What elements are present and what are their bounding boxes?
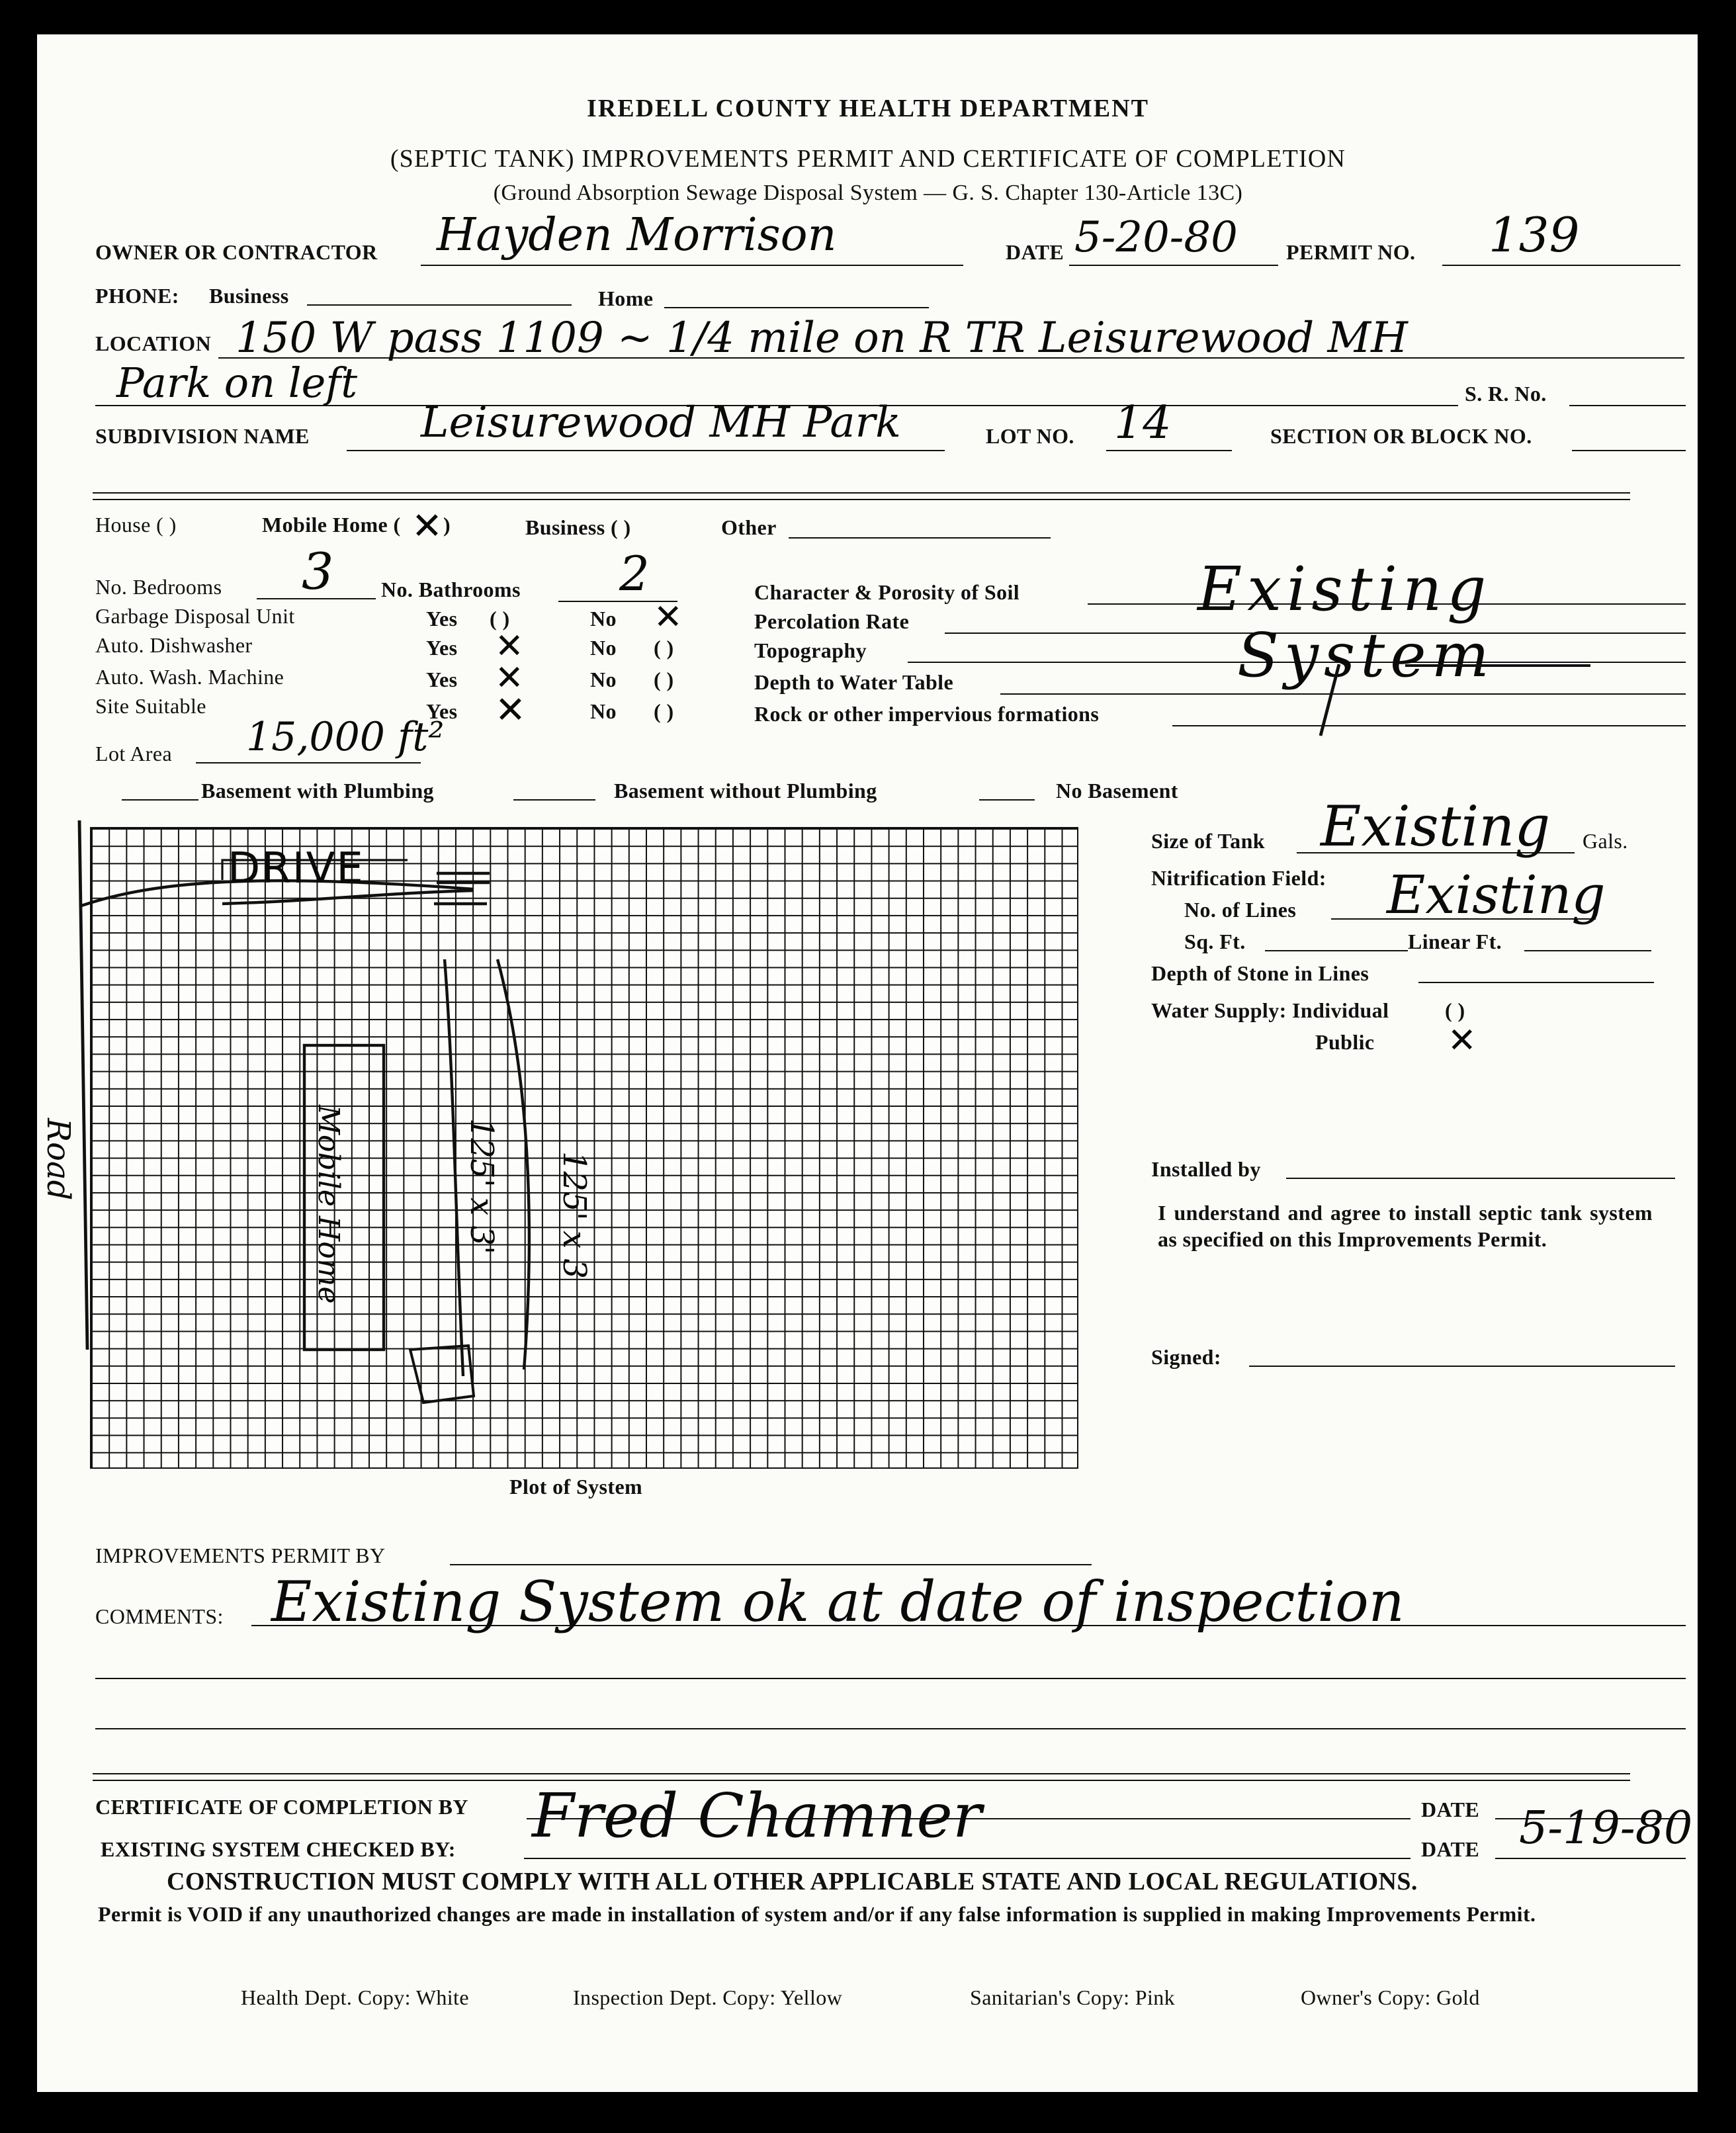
owner-value: Hayden Morrison (437, 209, 837, 262)
dishwasher-label: Auto. Dishwasher (95, 635, 253, 658)
washer-yes: Yes (426, 670, 458, 692)
washer-no-paren: ( ) (654, 670, 674, 692)
tank-size-label: Size of Tank (1151, 831, 1265, 853)
plot-line-1-label: 125' x 3' (463, 1118, 500, 1255)
owner-copy: Owner's Copy: Gold (1301, 1987, 1480, 2010)
bedrooms-value: 3 (302, 543, 334, 601)
plot-drive-label: DRIVE (228, 843, 365, 893)
phone-business-label: Business (209, 286, 289, 308)
tank-size-value: Existing (1321, 794, 1551, 859)
mobile-home-option: Mobile Home ( (262, 515, 401, 537)
form-subtitle: (Ground Absorption Sewage Disposal System — G. S. Chapter 130-Article 13C) (493, 180, 1243, 205)
phone-home-label: Home (598, 288, 654, 311)
date-label: DATE (1006, 242, 1064, 265)
water-supply-label: Water Supply: Individual (1151, 1000, 1389, 1023)
phone-label: PHONE: (95, 286, 179, 308)
lot-area-label: Lot Area (95, 744, 173, 766)
gals-label: Gals. (1583, 831, 1628, 853)
garbage-no: No (590, 609, 617, 631)
public-mark: ✕ (1448, 1022, 1477, 1061)
improvements-permit-label: IMPROVEMENTS PERMIT BY (95, 1545, 386, 1568)
system-underline-stroke (1405, 664, 1590, 667)
bedrooms-label: No. Bedrooms (95, 577, 222, 599)
signed-label: Signed: (1151, 1347, 1221, 1370)
inspection-copy: Inspection Dept. Copy: Yellow (573, 1987, 843, 2010)
installed-by-line (1286, 1178, 1675, 1179)
basement-without-plumbing: Basement without Plumbing (614, 781, 877, 803)
garbage-no-mark: ✕ (654, 598, 683, 638)
dishwasher-no-paren: ( ) (654, 638, 674, 660)
site-yes-mark: ✕ (495, 688, 526, 732)
lot-no-label: LOT NO. (986, 426, 1074, 449)
plot-road-label: Road (40, 1118, 77, 1201)
lot-no-value: 14 (1114, 397, 1172, 450)
location-label: LOCATION (95, 333, 212, 356)
garbage-label: Garbage Disposal Unit (95, 606, 295, 629)
checked-date-label: DATE (1421, 1839, 1480, 1862)
subdivision-value: Leisurewood MH Park (421, 397, 901, 447)
basement-with-line (122, 799, 198, 801)
washer-label: Auto. Wash. Machine (95, 667, 284, 689)
stone-depth-label: Depth of Stone in Lines (1151, 963, 1369, 986)
dishwasher-no: No (590, 638, 617, 660)
sr-no-line (1569, 405, 1686, 406)
nitrification-label: Nitrification Field: (1151, 868, 1326, 891)
installer-agreement: I understand and agree to install septic tank system as specified on this Improvements Permit. (1158, 1203, 1653, 1252)
washer-yes-mark: ✕ (495, 659, 524, 699)
dishwasher-yes: Yes (426, 638, 458, 660)
basement-without-line (513, 799, 595, 801)
lines-value: Existing (1387, 865, 1606, 926)
sr-no-label: S. R. No. (1465, 384, 1547, 406)
date-value: 5-20-80 (1074, 212, 1238, 262)
comments-value: Existing System ok at date of inspection (271, 1569, 1405, 1634)
linear-ft-label: Linear Ft. (1408, 932, 1502, 954)
construction-notice: CONSTRUCTION MUST COMPLY WITH ALL OTHER APPLICABLE STATE AND LOCAL REGULATIONS. (167, 1868, 1418, 1896)
section-label: SECTION OR BLOCK NO. (1270, 426, 1532, 449)
no-basement: No Basement (1056, 781, 1178, 803)
plot-mobile-home-label: Mobile Home (311, 1105, 344, 1304)
phone-business-line (307, 304, 572, 306)
form-title: (SEPTIC TANK) IMPROVEMENTS PERMIT AND CERTIFICATE OF COMPLETION (390, 146, 1346, 173)
owner-line (421, 265, 963, 266)
site-yes: Yes (426, 701, 458, 724)
topography-label: Topography (754, 640, 867, 663)
rock-label: Rock or other impervious formations (754, 704, 1100, 726)
linear-ft-line (1524, 950, 1651, 951)
certificate-label: CERTIFICATE OF COMPLETION BY (95, 1797, 468, 1819)
house-option: House ( ) (95, 515, 177, 537)
lot-area-line (196, 762, 421, 763)
installed-by-label: Installed by (1151, 1159, 1261, 1182)
checked-date-line (1495, 1858, 1686, 1859)
garbage-yes: Yes (426, 609, 458, 631)
bathrooms-value: 2 (619, 548, 650, 602)
owner-label: OWNER OR CONTRACTOR (95, 242, 378, 265)
health-copy: Health Dept. Copy: White (241, 1987, 469, 2010)
void-notice: Permit is VOID if any unauthorized changes are made in installation of system and/or if any false information is supplied in making Improvements Permit. (98, 1904, 1536, 1927)
mobile-home-check-mark: ✕ (412, 504, 443, 548)
garbage-yes-paren: ( ) (490, 609, 510, 631)
soil-existing-value: Existing (1197, 553, 1492, 625)
comments-line-2 (95, 1678, 1686, 1679)
signed-line (1249, 1366, 1675, 1367)
subdivision-line (347, 450, 945, 451)
sqft-line (1265, 950, 1408, 951)
comments-label: COMMENTS: (95, 1606, 224, 1629)
individual-paren: ( ) (1445, 1000, 1465, 1023)
certificate-date-label: DATE (1421, 1800, 1480, 1822)
lines-label: No. of Lines (1184, 900, 1297, 922)
phone-home-line (664, 307, 929, 308)
soil-system-value: System (1237, 619, 1495, 691)
business-option: Business ( ) (525, 517, 631, 540)
plot-caption: Plot of System (509, 1477, 643, 1499)
dishwasher-yes-mark: ✕ (495, 627, 524, 667)
permit-value: 139 (1489, 209, 1580, 263)
bathrooms-label: No. Bathrooms (381, 580, 521, 602)
percolation-label: Percolation Rate (754, 611, 910, 634)
lot-area-value: 15,000 ft² (246, 715, 445, 761)
sanitarian-copy: Sanitarian's Copy: Pink (970, 1987, 1176, 2010)
permit-label: PERMIT NO. (1286, 242, 1416, 265)
system-hook-stroke (1310, 662, 1363, 741)
basement-with-plumbing: Basement with Plumbing (201, 781, 434, 803)
location-value-2: Park on left (116, 360, 358, 408)
date-line (1069, 265, 1278, 266)
permit-line (1442, 265, 1680, 266)
other-line (789, 537, 1051, 539)
no-basement-line (979, 799, 1035, 801)
rock-line (1172, 725, 1686, 726)
mobile-home-close-paren: ) (443, 515, 451, 537)
sqft-label: Sq. Ft. (1184, 932, 1246, 954)
soil-label: Character & Porosity of Soil (754, 582, 1020, 605)
improvements-permit-line (450, 1564, 1092, 1565)
other-option: Other (721, 517, 777, 540)
inspector-signature: Fred Chamner (532, 1780, 982, 1851)
public-label: Public (1315, 1032, 1375, 1055)
water-table-label: Depth to Water Table (754, 672, 954, 695)
comments-line-3 (95, 1728, 1686, 1729)
subdivision-label: SUBDIVISION NAME (95, 426, 310, 449)
site-no: No (590, 701, 617, 724)
checked-date-value: 5-19-80 (1519, 1802, 1693, 1855)
lot-no-line (1106, 450, 1232, 451)
existing-checked-label: EXISTING SYSTEM CHECKED BY: (101, 1839, 456, 1862)
location-value-1: 150 W pass 1109 ~ 1/4 mile on R TR Leisurewood MH (236, 312, 1408, 363)
existing-checked-line (524, 1858, 1410, 1859)
plot-line-2-label: 125' x 3 (556, 1151, 593, 1279)
washer-no: No (590, 670, 617, 692)
site-no-paren: ( ) (654, 701, 674, 724)
stone-depth-line (1418, 982, 1654, 983)
site-suitable-label: Site Suitable (95, 696, 206, 718)
section-divider (93, 492, 1630, 500)
section-line (1572, 450, 1686, 451)
department-title: IREDELL COUNTY HEALTH DEPARTMENT (587, 95, 1149, 123)
